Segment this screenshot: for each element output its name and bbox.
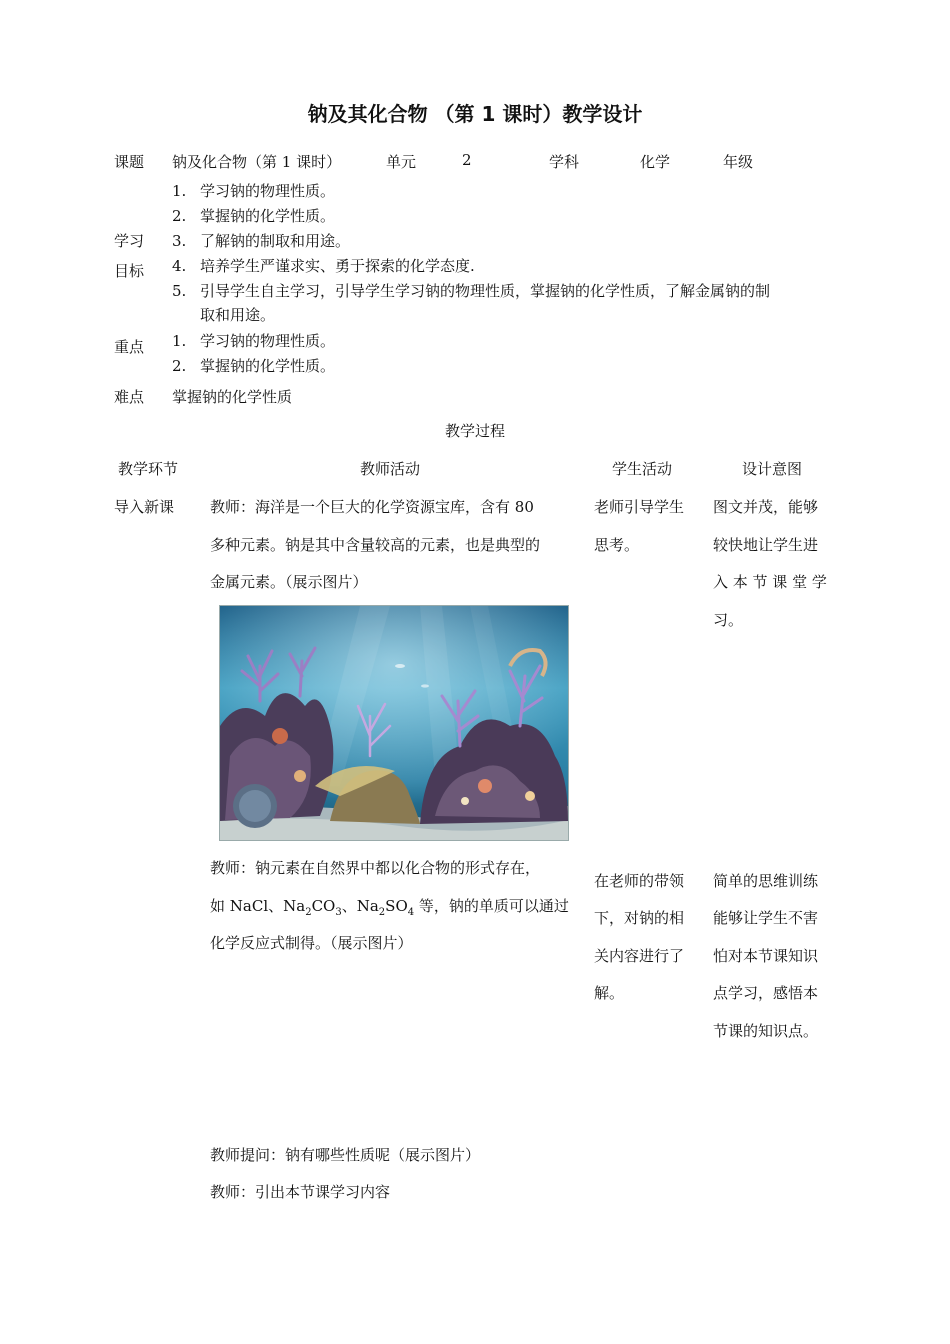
- teacher-text-line: 教师：海洋是一个巨大的化学资源宝库，含有 80: [210, 498, 534, 516]
- subject-value: 化学: [640, 153, 671, 171]
- subject-label: 学科: [549, 153, 580, 171]
- intent-text-line: 点学习，感悟本: [713, 984, 819, 1002]
- topic-label: 课题: [114, 153, 145, 171]
- key-point-text: 学习钠的物理性质。: [200, 332, 336, 350]
- objective-text: 培养学生严谨求实、勇于探索的化学态度.: [200, 257, 475, 275]
- stage-cell: 导入新课: [114, 498, 175, 516]
- formula-part: SO: [385, 897, 408, 915]
- student-text-line: 关内容进行了: [594, 947, 685, 965]
- student-text-line: 思考。: [594, 536, 640, 554]
- formula-subscript: 2: [378, 907, 386, 918]
- objective-text: 引导学生自主学习，引导学生学习钠的物理性质，掌握钠的化学性质，了解金属钠的制: [200, 282, 771, 300]
- grade-label: 年级: [723, 153, 754, 171]
- key-point-item: [172, 330, 335, 351]
- process-heading: 教学过程: [444, 422, 505, 440]
- key-point-item: [172, 355, 335, 376]
- formula-part: 、Na: [341, 897, 379, 915]
- student-text-line: 老师引导学生: [594, 498, 685, 516]
- header-intent: 设计意图: [742, 460, 803, 478]
- formula-subscript: 4: [407, 907, 415, 918]
- student-text-line: 解。: [594, 984, 625, 1002]
- intent-text-line: 较快地让学生进: [713, 536, 819, 554]
- objective-num: 5.: [172, 282, 187, 300]
- teacher-text-line: 教师：引出本节课学习内容: [210, 1183, 391, 1201]
- header-student: 学生活动: [612, 460, 673, 478]
- objective-num: 4.: [172, 257, 187, 275]
- objective-num: 3.: [172, 232, 187, 250]
- difficulty-text: 掌握钠的化学性质: [172, 388, 293, 406]
- difficulty-label: 难点: [114, 388, 145, 406]
- teacher-text-line: 金属元素。（展示图片）: [210, 573, 368, 591]
- topic-value: 钠及化合物（第 1 课时）: [172, 153, 342, 171]
- key-points-label: 重点: [114, 338, 145, 356]
- teacher-text-line: 教师：钠元素在自然界中都以化合物的形式存在，: [210, 859, 541, 877]
- objective-item: [172, 180, 335, 201]
- intent-text-line: 图文并茂，能够: [713, 498, 819, 516]
- unit-value: 2: [462, 151, 472, 169]
- intent-text-line: 简单的思维训练: [713, 872, 819, 890]
- objectives-label-line2: 目标: [114, 262, 145, 280]
- key-point-text: 掌握钠的化学性质。: [200, 357, 336, 375]
- formula-subscript: 3: [335, 907, 342, 918]
- objective-item: [172, 205, 335, 226]
- key-point-num: 2.: [172, 357, 187, 375]
- objective-text: 掌握钠的化学性质。: [200, 207, 336, 225]
- objective-item: [172, 280, 770, 301]
- formula-part: 如 NaCl、Na: [210, 897, 306, 915]
- formula-part: CO: [311, 897, 336, 915]
- header-stage: 教学环节: [118, 460, 179, 478]
- intent-text-line: 怕对本节课知识: [713, 947, 819, 965]
- intent-text-line: 节课的知识点。: [713, 1022, 819, 1040]
- student-text-line: 下，对钠的相: [594, 909, 685, 927]
- intent-text-line: 能够让学生不害: [713, 909, 819, 927]
- header-teacher: 教师活动: [360, 460, 421, 478]
- unit-label: 单元: [386, 153, 417, 171]
- objective-item: [172, 255, 475, 276]
- objective-text-continued: 取和用途。: [200, 306, 276, 324]
- student-text-line: 在老师的带领: [594, 872, 685, 890]
- objective-item: [172, 230, 350, 251]
- teacher-formula-line: [210, 895, 569, 918]
- page-title: 钠及其化合物 （第 1 课时）教学设计: [307, 102, 643, 126]
- intent-text-line: 入 本 节 课 堂 学: [713, 573, 827, 591]
- formula-part: 等，钠的单质可以通过: [414, 897, 569, 915]
- objectives-label-line1: 学习: [114, 232, 145, 250]
- teacher-question: 教师提问：钠有哪些性质呢（展示图片）: [210, 1146, 481, 1164]
- coral-reef-image: [219, 605, 569, 841]
- objective-num: 1.: [172, 182, 187, 200]
- objective-num: 2.: [172, 207, 187, 225]
- intent-text-line: 习。: [713, 611, 744, 629]
- objective-text: 学习钠的物理性质。: [200, 182, 336, 200]
- formula-subscript: 2: [305, 907, 312, 918]
- key-point-num: 1.: [172, 332, 187, 350]
- objective-text: 了解钠的制取和用途。: [200, 232, 351, 250]
- teacher-text-line: 化学反应式制得。（展示图片）: [210, 934, 413, 952]
- teacher-text-line: 多种元素。钠是其中含量较高的元素，也是典型的: [210, 536, 541, 554]
